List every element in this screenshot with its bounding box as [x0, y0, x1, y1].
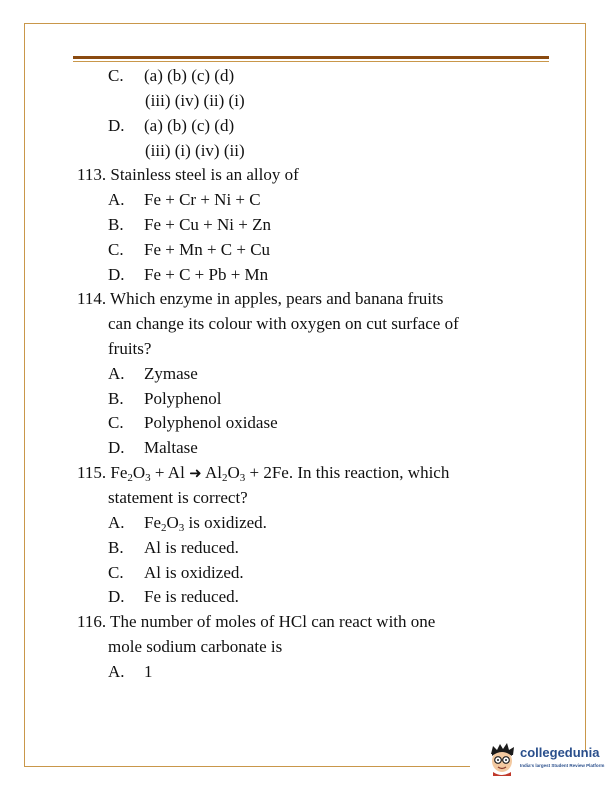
header-rule-thin [73, 61, 549, 62]
q115-option-c: C. Al is oxidized. [108, 563, 244, 582]
q113-option-a: A. Fe + Cr + Ni + C [108, 190, 261, 209]
question-116: 116. The number of moles of HCl can react with one [77, 612, 436, 631]
question-115-line2: statement is correct? [108, 488, 248, 507]
option-c-prev: C. (a) (b) (c) (d) [108, 66, 235, 85]
q114-option-b: B. Polyphenol [108, 389, 222, 408]
logo-tagline: India's largest Student Review Platform [520, 763, 605, 768]
arrow-icon: ➜ [189, 464, 202, 482]
option-d-prev-order: (iii) (i) (iv) (ii) [145, 141, 245, 160]
question-114-line3: fruits? [108, 339, 152, 358]
q114-option-c: C. Polyphenol oxidase [108, 413, 278, 432]
q115-option-b: B. Al is reduced. [108, 538, 239, 557]
q113-option-b: B. Fe + Cu + Ni + Zn [108, 215, 271, 234]
header-rule [73, 56, 549, 59]
mascot-icon [487, 742, 517, 776]
collegedunia-logo [483, 740, 607, 780]
question-114: 114. Which enzyme in apples, pears and banana fruits [77, 289, 444, 308]
question-113: 113. Stainless steel is an alloy of [77, 165, 299, 184]
option-c-prev-order: (iii) (iv) (ii) (i) [145, 91, 245, 110]
question-114-line2: can change its colour with oxygen on cut surface of [108, 314, 459, 333]
q116-option-a: A. 1 [108, 662, 153, 681]
q115-option-a: A. $Fe_2O_3$ is oxidized. [108, 513, 267, 534]
question-115: 115. $Fe_2O_3 + Al$ ➜ $Al_2O_3 + 2Fe$. In this reaction, which [77, 463, 450, 484]
q115-option-d: D. Fe is reduced. [108, 587, 239, 606]
question-116-line2: mole sodium carbonate is [108, 637, 283, 656]
option-d-prev: D. (a) (b) (c) (d) [108, 116, 235, 135]
q114-option-a: A. Zymase [108, 364, 198, 383]
q114-option-d: D. Maltase [108, 438, 198, 457]
q113-option-c: C. Fe + Mn + C + Cu [108, 240, 271, 259]
q113-option-d: D. Fe + C + Pb + Mn [108, 265, 269, 284]
logo-wordmark: collegedunia [520, 745, 600, 760]
